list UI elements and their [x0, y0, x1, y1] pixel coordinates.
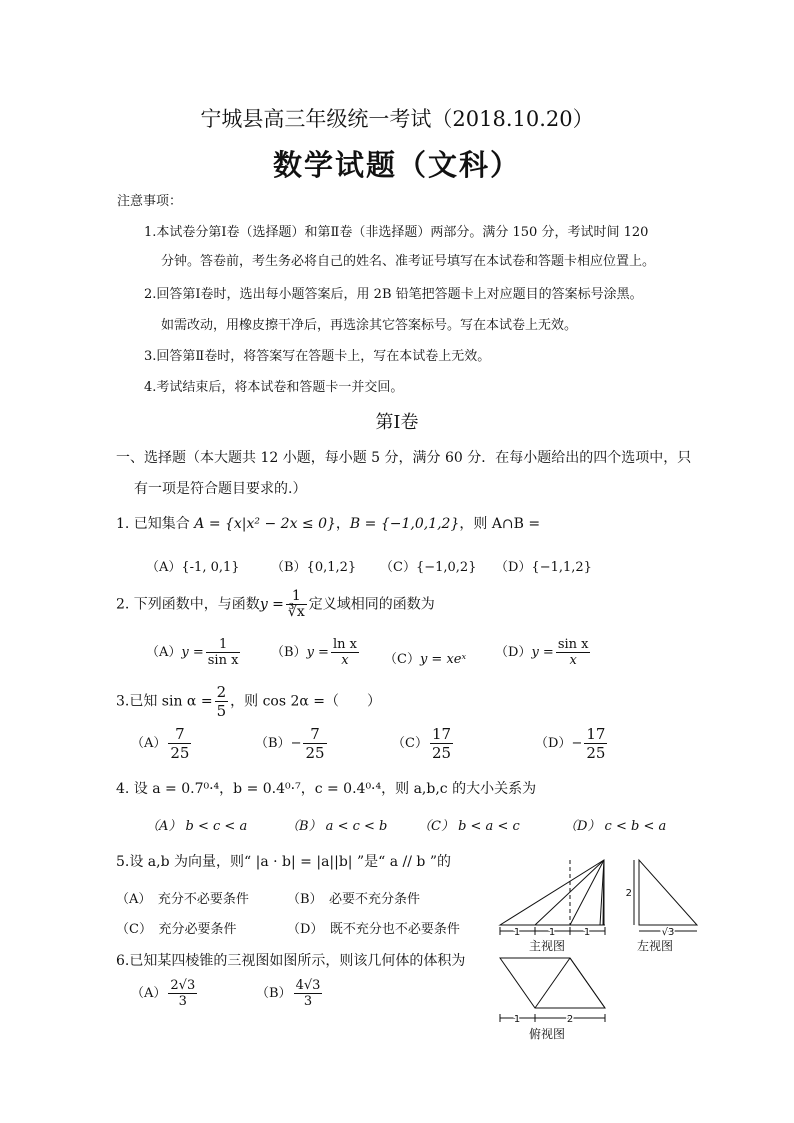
q3-option-d-label: （D） — [535, 736, 572, 751]
q2-option-a-fraction — [206, 637, 241, 668]
q6-option-b-num: 4√3 — [295, 978, 321, 993]
q6-option-a-den: 3 — [178, 994, 187, 1009]
q2-option-a-label: （A） — [146, 645, 182, 660]
q2-option-a-den: sin x — [207, 653, 239, 668]
q2-option-c — [384, 648, 466, 667]
question-3 — [116, 683, 381, 720]
q2-option-d-label: （D） — [495, 645, 532, 660]
question-2 — [116, 589, 435, 620]
note-line-4: 如需改动，用橡皮擦干净后，再选涂其它答案标号。写在本试卷上无效。 — [161, 318, 578, 333]
q1-prefix: 1. 已知集合 — [116, 516, 195, 532]
q3-option-d-sign: − — [571, 736, 583, 751]
question-1 — [116, 513, 540, 533]
side-dim-label-width: √3 — [661, 927, 675, 938]
q3-option-b-den: 25 — [305, 744, 325, 762]
q3-option-a-fraction — [168, 725, 191, 762]
q3-option-b-fraction — [303, 725, 326, 762]
q2-option-c-label: （C） — [384, 652, 420, 667]
note-line-3: 2.回答第Ⅰ卷时，选出每小题答案后，用 2B 铅笔把答题卡上对应题目的答案标号涂黑。 — [144, 287, 643, 302]
q5-option-a: （A） 充分不必要条件 — [116, 892, 249, 907]
q6-option-a — [131, 978, 199, 1009]
front-view-left-triangle — [500, 860, 604, 925]
question-6: 6.已知某四棱锥的三视图如图所示，则该几何体的体积为 — [116, 953, 466, 969]
q2-option-d — [495, 637, 592, 668]
q2-option-d-num: sin x — [557, 637, 589, 652]
q5-option-b: （B） 必要不充分条件 — [287, 892, 421, 907]
section-title: 第Ⅰ卷 — [375, 412, 419, 433]
q3-option-c-fraction — [430, 725, 453, 762]
q2-func-den: ∛x — [287, 604, 305, 620]
q6-option-a-num: 2√3 — [170, 978, 196, 993]
note-line-1: 1.本试卷分第Ⅰ卷（选择题）和第Ⅱ卷（非选择题）两部分。满分 150 分，考试时间 120 — [144, 225, 649, 240]
q2-option-c-lhs: y = xeˣ — [419, 652, 467, 667]
q3-den: 5 — [216, 702, 227, 720]
q6-option-b-label: （B） — [256, 986, 292, 1001]
q3-option-a-num: 7 — [168, 725, 191, 744]
side-view-label: 左视图 — [636, 939, 674, 953]
question-5: 5.设 a,b 为向量，则“ |a · b| = |a||b| ”是“ a // b ”的 — [116, 854, 451, 870]
q1-mid: ， — [335, 516, 350, 532]
side-view — [634, 860, 697, 931]
q3-option-d-num: 17 — [586, 725, 606, 743]
q6-option-a-label: （A） — [131, 986, 167, 1001]
front-view-edge-2 — [570, 860, 604, 925]
q5-option-d: （D） 既不充分也不必要条件 — [287, 922, 460, 937]
q4-option-b: （B） a < c < b — [286, 819, 388, 834]
note-line-2: 分钟。答卷前，考生务必将自己的姓名、准考证号填写在本试卷和答题卡相应位置上。 — [161, 254, 656, 269]
q3-option-c — [392, 725, 455, 762]
q2-suffix: 定义域相同的函数为 — [308, 596, 435, 613]
three-view-figure — [495, 855, 710, 1045]
q3-num: 2 — [216, 683, 227, 701]
q5-option-c: （C） 充分必要条件 — [116, 922, 237, 937]
top-view-diagonal-1 — [535, 958, 570, 1008]
q3-option-a — [131, 725, 193, 762]
q3-option-a-den: 25 — [170, 744, 190, 762]
q2-option-d-fraction — [556, 637, 591, 668]
q2-option-b-lhs: y = — [306, 645, 329, 660]
q2-option-d-lhs: y = — [531, 645, 554, 660]
q2-option-a — [146, 637, 242, 668]
exam-title: 宁城县高三年级统一考试（2018.10.20） — [200, 107, 594, 131]
front-view-label: 主视图 — [528, 939, 566, 953]
q2-option-b-den: x — [341, 653, 349, 668]
side-dim-label-height: 2 — [625, 888, 632, 899]
q3-option-c-label: （C） — [392, 736, 428, 751]
q2-func-fraction — [286, 589, 307, 620]
q2-option-a-num: 1 — [206, 637, 241, 653]
q2-prefix: 2. 下列函数中，与函数 — [116, 596, 260, 613]
q4-option-a: （A） b < c < a — [146, 819, 248, 834]
q3-option-a-label: （A） — [131, 736, 167, 751]
q3-option-d-fraction — [584, 725, 607, 762]
q6-option-b-den: 3 — [303, 994, 313, 1009]
q1-set-b: B = {−1,0,1,2} — [349, 516, 460, 532]
question-4: 4. 设 a = 0.7⁰·⁴，b = 0.4⁰·⁷，c = 0.4⁰·⁴，则 a,b,c 的大小关系为 — [116, 781, 537, 797]
q3-option-b-sign: − — [290, 736, 302, 751]
q2-option-a-lhs: y = — [181, 645, 204, 660]
q2-func-num: 1 — [286, 589, 307, 605]
note-line-6: 4.考试结束后，将本试卷和答题卡一并交回。 — [144, 380, 404, 395]
q2-option-d-den: x — [569, 653, 577, 668]
q1-option-d: （D）{−1,1,2} — [495, 560, 592, 575]
q6-option-b-fraction — [294, 978, 323, 1009]
q3-option-b-num: 7 — [303, 725, 326, 744]
front-dim-label-1: 1 — [513, 927, 521, 938]
section-instructions-1: 一、选择题（本大题共 12 小题，每小题 5 分，满分 60 分．在每小题给出的四个选项中，只 — [116, 450, 692, 466]
q2-func-lhs: y = — [259, 596, 284, 613]
side-view-triangle — [639, 860, 697, 925]
q3-option-d — [535, 725, 609, 762]
q3-prefix: 3.已知 sin α = — [116, 693, 213, 710]
q3-option-c-num: 17 — [431, 725, 452, 743]
top-view-diagonal-2 — [570, 958, 605, 1008]
q3-option-c-den: 25 — [431, 744, 452, 762]
q4-option-d: （D） c < b < a — [564, 819, 667, 834]
note-line-5: 3.回答第Ⅱ卷时，将答案写在答题卡上，写在本试卷上无效。 — [144, 349, 491, 364]
q4-option-c: （C） b < a < c — [418, 819, 520, 834]
q3-option-b-label: （B） — [255, 736, 291, 751]
q1-option-b: （B）{0,1,2} — [271, 560, 357, 575]
q2-option-b-num: ln x — [332, 637, 357, 652]
q3-option-d-den: 25 — [586, 744, 606, 762]
q2-option-b — [271, 637, 361, 668]
section-instructions-2: 有一项是符合题目要求的.） — [134, 481, 307, 497]
q1-option-a: （A）{-1, 0,1} — [146, 560, 240, 575]
front-dim-label-3: 1 — [583, 927, 591, 938]
q6-option-b — [256, 978, 324, 1009]
top-dim-label-1: 1 — [513, 1014, 521, 1025]
q2-option-b-label: （B） — [271, 645, 307, 660]
top-view — [500, 958, 605, 1022]
front-dim-label-2: 1 — [548, 927, 556, 938]
q2-option-b-fraction — [331, 637, 359, 668]
top-dim-label-2: 2 — [566, 1014, 574, 1025]
q3-option-b — [255, 725, 329, 762]
q1-set-a: A = {x|x² − 2x ≤ 0} — [194, 516, 336, 532]
q6-option-a-fraction — [168, 978, 197, 1009]
front-view — [500, 860, 605, 935]
q3-suffix: ，则 cos 2α =（ ） — [230, 693, 382, 710]
top-view-label: 俯视图 — [528, 1027, 566, 1041]
exam-subtitle: 数学试题（文科） — [272, 148, 521, 182]
q1-suffix: ，则 A∩B = — [459, 516, 541, 532]
q1-option-c: （C）{−1,0,2} — [380, 560, 477, 575]
q3-fraction — [215, 683, 229, 720]
notes-heading: 注意事项： — [117, 194, 183, 209]
